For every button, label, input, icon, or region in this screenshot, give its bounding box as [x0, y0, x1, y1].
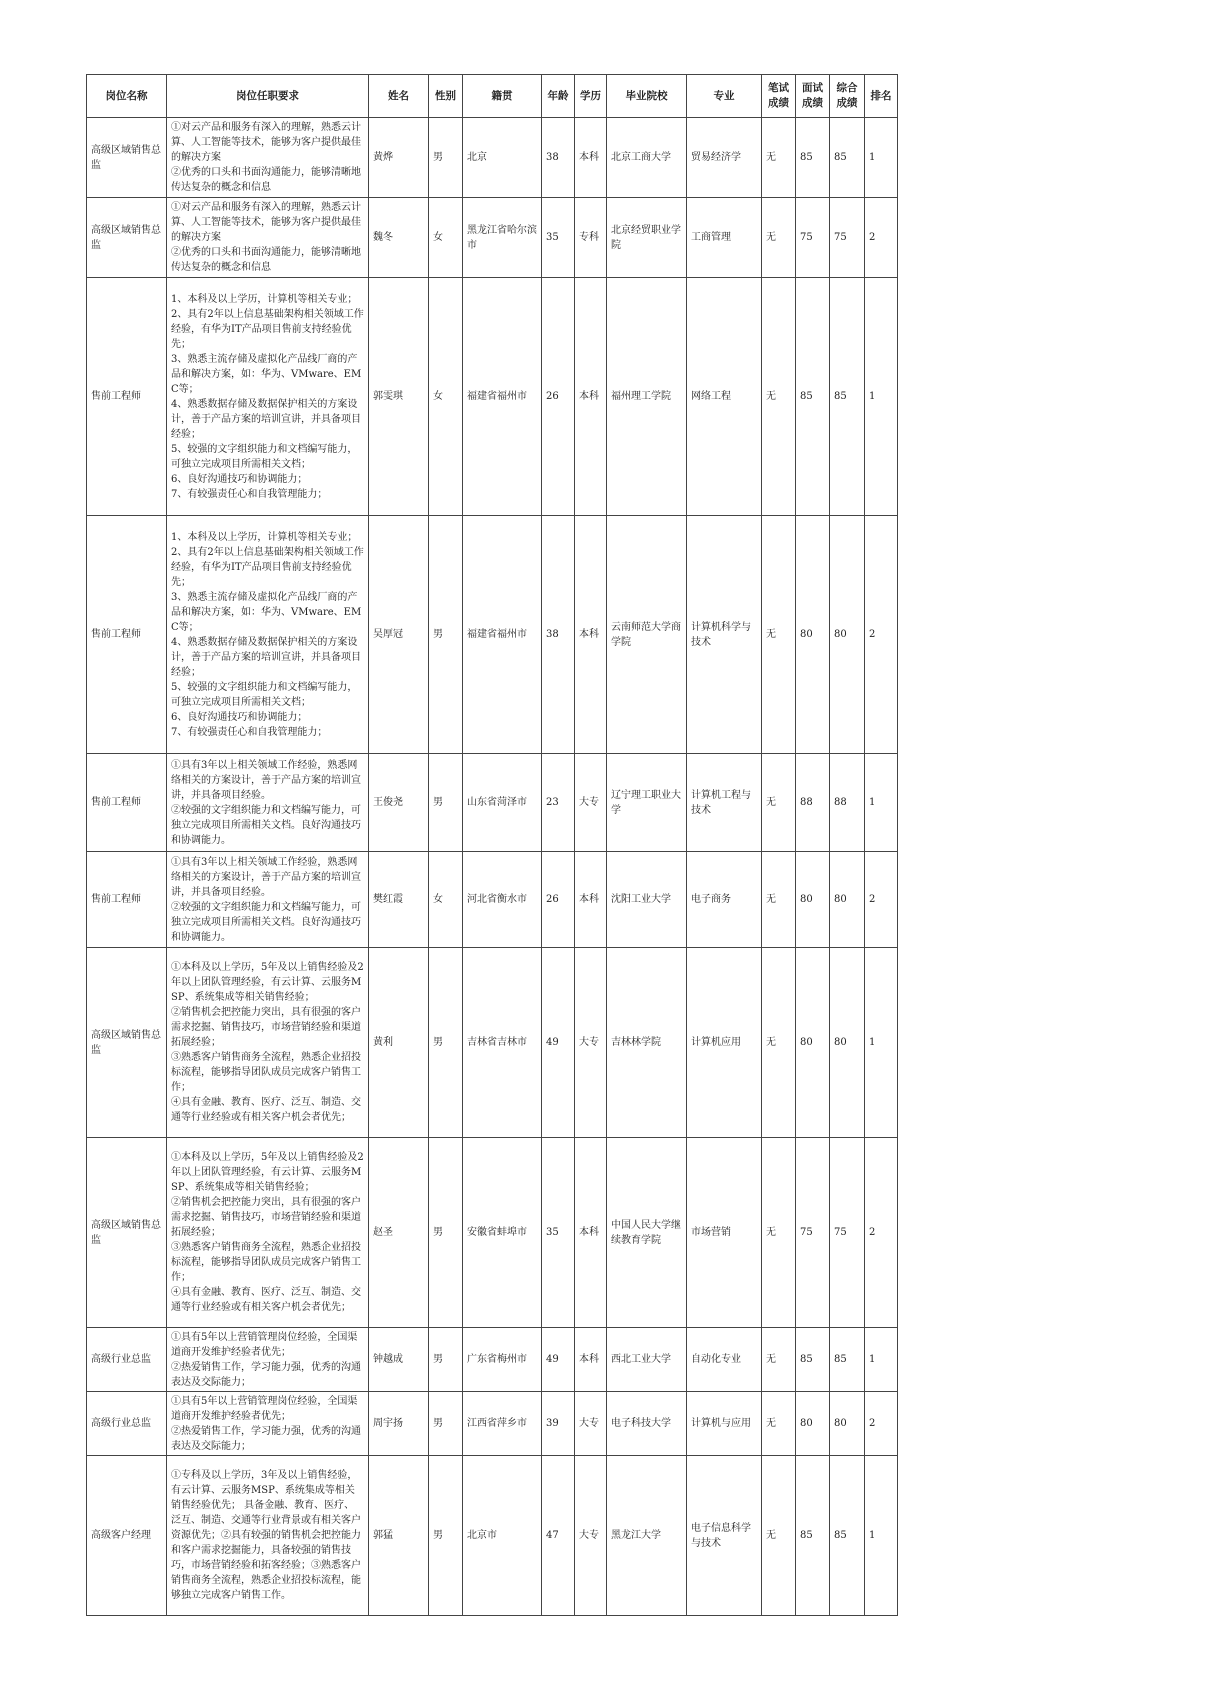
cell-gender: 男 — [429, 1328, 463, 1392]
cell-education: 专科 — [575, 198, 607, 278]
cell-requirements: ①具有5年以上营销管理岗位经验，全国渠道商开发维护经验者优先； ②热爱销售工作，学习能力强，优秀的沟通表达及交际能力； — [167, 1392, 369, 1456]
cell-gender: 女 — [429, 278, 463, 516]
cell-age: 26 — [542, 278, 575, 516]
cell-rank: 2 — [865, 1138, 898, 1328]
cell-interview: 85 — [796, 1328, 830, 1392]
cell-requirements: 1、本科及以上学历，计算机等相关专业； 2、具有2年以上信息基础架构相关领域工作经验，有华为IT产品项目售前支持经验优先； 3、熟悉主流存储及虚拟化产品线厂商的产品和解决方案，如：华为、VMware、EMC等； 4、熟悉数据存储及数据保护相关的方案设计，善于产品方案的培训宣讲，并具备项目经验； 5、较强的文字组织能力和文档编写能力，可独立完成项目所需相关文档； 6、良好沟通技巧和协调能力； 7、有较强责任心和自我管理能力； — [167, 278, 369, 516]
cell-major: 网络工程 — [687, 278, 762, 516]
cell-education: 本科 — [575, 118, 607, 198]
cell-total: 85 — [830, 1456, 865, 1616]
cell-written: 无 — [762, 1392, 796, 1456]
cell-name: 樊红霞 — [369, 852, 429, 948]
cell-origin: 北京市 — [463, 1456, 542, 1616]
table-row — [87, 1328, 898, 1392]
cell-interview: 88 — [796, 754, 830, 852]
cell-interview: 80 — [796, 852, 830, 948]
cell-gender: 男 — [429, 1138, 463, 1328]
cell-total: 80 — [830, 1392, 865, 1456]
header-requirements: 岗位任职要求 — [167, 75, 369, 118]
cell-major: 电子商务 — [687, 852, 762, 948]
cell-position: 高级客户经理 — [87, 1456, 167, 1616]
cell-rank: 1 — [865, 1328, 898, 1392]
cell-education: 大专 — [575, 948, 607, 1138]
cell-requirements: ①具有5年以上营销管理岗位经验，全国渠道商开发维护经验者优先； ②热爱销售工作，学习能力强，优秀的沟通表达及交际能力； — [167, 1328, 369, 1392]
cell-position: 高级行业总监 — [87, 1328, 167, 1392]
cell-written: 无 — [762, 1456, 796, 1616]
cell-position: 高级区域销售总监 — [87, 1138, 167, 1328]
cell-school: 沈阳工业大学 — [607, 852, 687, 948]
cell-rank: 2 — [865, 198, 898, 278]
cell-age: 35 — [542, 198, 575, 278]
cell-school: 云南师范大学商学院 — [607, 516, 687, 754]
cell-name: 郭雯琪 — [369, 278, 429, 516]
cell-requirements: ①对云产品和服务有深入的理解，熟悉云计算、人工智能等技术，能够为客户提供最佳的解决方案 ②优秀的口头和书面沟通能力，能够清晰地传达复杂的概念和信息 — [167, 198, 369, 278]
cell-origin: 河北省衡水市 — [463, 852, 542, 948]
cell-origin: 黑龙江省哈尔滨市 — [463, 198, 542, 278]
cell-written: 无 — [762, 852, 796, 948]
cell-gender: 女 — [429, 852, 463, 948]
cell-school: 中国人民大学继续教育学院 — [607, 1138, 687, 1328]
cell-total: 75 — [830, 1138, 865, 1328]
cell-education: 大专 — [575, 1456, 607, 1616]
header-written-score: 笔试成绩 — [762, 75, 796, 118]
cell-age: 49 — [542, 948, 575, 1138]
cell-requirements: ①具有3年以上相关领域工作经验，熟悉网络相关的方案设计，善于产品方案的培训宣讲，并具备项目经验。 ②较强的文字组织能力和文档编写能力，可独立完成项目所需相关文档。良好沟通技巧和协调能力。 — [167, 852, 369, 948]
cell-age: 35 — [542, 1138, 575, 1328]
cell-major: 计算机工程与技术 — [687, 754, 762, 852]
cell-major: 市场营销 — [687, 1138, 762, 1328]
cell-gender: 男 — [429, 516, 463, 754]
candidate-score-table — [86, 74, 898, 1616]
cell-gender: 男 — [429, 948, 463, 1138]
cell-school: 福州理工学院 — [607, 278, 687, 516]
cell-origin: 北京 — [463, 118, 542, 198]
cell-age: 38 — [542, 516, 575, 754]
cell-age: 38 — [542, 118, 575, 198]
cell-total: 80 — [830, 516, 865, 754]
cell-origin: 山东省菏泽市 — [463, 754, 542, 852]
header-education: 学历 — [575, 75, 607, 118]
cell-rank: 2 — [865, 516, 898, 754]
cell-name: 周宇扬 — [369, 1392, 429, 1456]
header-position: 岗位名称 — [87, 75, 167, 118]
cell-age: 47 — [542, 1456, 575, 1616]
cell-rank: 1 — [865, 118, 898, 198]
cell-position: 高级区域销售总监 — [87, 198, 167, 278]
cell-rank: 1 — [865, 948, 898, 1138]
header-origin: 籍贯 — [463, 75, 542, 118]
header-age: 年龄 — [542, 75, 575, 118]
table-row — [87, 1138, 898, 1328]
cell-written: 无 — [762, 516, 796, 754]
table-row — [87, 198, 898, 278]
cell-name: 黄烨 — [369, 118, 429, 198]
cell-position: 售前工程师 — [87, 852, 167, 948]
cell-major: 计算机科学与技术 — [687, 516, 762, 754]
header-total-score: 综合成绩 — [830, 75, 865, 118]
cell-requirements: ①对云产品和服务有深入的理解，熟悉云计算、人工智能等技术，能够为客户提供最佳的解决方案 ②优秀的口头和书面沟通能力，能够清晰地传达复杂的概念和信息 — [167, 118, 369, 198]
cell-requirements: ①专科及以上学历，3年及以上销售经验，有云计算、云服务MSP、系统集成等相关销售经验优先； 具备金融、教育、医疗、泛互、制造、交通等行业背景或有相关客户资源优先；②具有较强的销售机会把控能力和客户需求挖掘能力，具备较强的销售技巧，市场营销经验和拓客经验；③熟悉客户销售商务全流程，熟悉企业招投标流程，能够独立完成客户销售工作。 — [167, 1456, 369, 1616]
cell-written: 无 — [762, 118, 796, 198]
cell-position: 高级区域销售总监 — [87, 948, 167, 1138]
cell-total: 80 — [830, 852, 865, 948]
header-row — [87, 75, 898, 118]
cell-name: 黄利 — [369, 948, 429, 1138]
cell-interview: 85 — [796, 1456, 830, 1616]
cell-total: 80 — [830, 948, 865, 1138]
cell-position: 售前工程师 — [87, 516, 167, 754]
cell-major: 电子信息科学与技术 — [687, 1456, 762, 1616]
cell-position: 高级区域销售总监 — [87, 118, 167, 198]
cell-written: 无 — [762, 278, 796, 516]
header-gender: 性别 — [429, 75, 463, 118]
cell-requirements: ①具有3年以上相关领域工作经验，熟悉网络相关的方案设计，善于产品方案的培训宣讲，并具备项目经验。 ②较强的文字组织能力和文档编写能力，可独立完成项目所需相关文档。良好沟通技巧和协调能力。 — [167, 754, 369, 852]
cell-position: 高级行业总监 — [87, 1392, 167, 1456]
cell-written: 无 — [762, 1138, 796, 1328]
cell-name: 郭猛 — [369, 1456, 429, 1616]
cell-origin: 福建省福州市 — [463, 516, 542, 754]
table-row — [87, 516, 898, 754]
cell-written: 无 — [762, 1328, 796, 1392]
cell-written: 无 — [762, 754, 796, 852]
cell-origin: 吉林省吉林市 — [463, 948, 542, 1138]
cell-gender: 男 — [429, 1456, 463, 1616]
cell-position: 售前工程师 — [87, 278, 167, 516]
cell-requirements: 1、本科及以上学历，计算机等相关专业； 2、具有2年以上信息基础架构相关领域工作经验，有华为IT产品项目售前支持经验优先； 3、熟悉主流存储及虚拟化产品线厂商的产品和解决方案，如：华为、VMware、EMC等； 4、熟悉数据存储及数据保护相关的方案设计，善于产品方案的培训宣讲，并具备项目经验； 5、较强的文字组织能力和文档编写能力，可独立完成项目所需相关文档； 6、良好沟通技巧和协调能力； 7、有较强责任心和自我管理能力； — [167, 516, 369, 754]
cell-age: 39 — [542, 1392, 575, 1456]
cell-written: 无 — [762, 948, 796, 1138]
cell-interview: 80 — [796, 1392, 830, 1456]
cell-origin: 广东省梅州市 — [463, 1328, 542, 1392]
table-row — [87, 754, 898, 852]
cell-rank: 2 — [865, 1392, 898, 1456]
cell-total: 75 — [830, 198, 865, 278]
cell-gender: 男 — [429, 754, 463, 852]
cell-origin: 福建省福州市 — [463, 278, 542, 516]
header-name: 姓名 — [369, 75, 429, 118]
cell-name: 吴厚冠 — [369, 516, 429, 754]
cell-interview: 85 — [796, 118, 830, 198]
cell-origin: 安徽省蚌埠市 — [463, 1138, 542, 1328]
cell-interview: 75 — [796, 1138, 830, 1328]
cell-interview: 80 — [796, 948, 830, 1138]
cell-education: 大专 — [575, 1392, 607, 1456]
cell-education: 本科 — [575, 1138, 607, 1328]
cell-name: 王俊尧 — [369, 754, 429, 852]
cell-age: 49 — [542, 1328, 575, 1392]
cell-written: 无 — [762, 198, 796, 278]
cell-total: 85 — [830, 1328, 865, 1392]
cell-interview: 75 — [796, 198, 830, 278]
cell-education: 本科 — [575, 852, 607, 948]
table-row — [87, 1456, 898, 1616]
cell-major: 贸易经济学 — [687, 118, 762, 198]
cell-school: 北京工商大学 — [607, 118, 687, 198]
cell-major: 工商管理 — [687, 198, 762, 278]
cell-interview: 80 — [796, 516, 830, 754]
cell-school: 电子科技大学 — [607, 1392, 687, 1456]
cell-total: 88 — [830, 754, 865, 852]
cell-school: 吉林林学院 — [607, 948, 687, 1138]
cell-age: 23 — [542, 754, 575, 852]
table-row — [87, 948, 898, 1138]
cell-requirements: ①本科及以上学历，5年及以上销售经验及2年以上团队管理经验，有云计算、云服务MSP、系统集成等相关销售经验； ②销售机会把控能力突出，具有很强的客户需求挖掘、销售技巧，市场营销经验和渠道拓展经验； ③熟悉客户销售商务全流程，熟悉企业招投标流程，能够指导团队成员完成客户销售工作； ④具有金融、教育、医疗、泛互、制造、交通等行业经验或有相关客户机会者优先； — [167, 948, 369, 1138]
cell-name: 赵圣 — [369, 1138, 429, 1328]
cell-interview: 85 — [796, 278, 830, 516]
cell-position: 售前工程师 — [87, 754, 167, 852]
cell-rank: 1 — [865, 754, 898, 852]
cell-gender: 女 — [429, 198, 463, 278]
cell-rank: 1 — [865, 278, 898, 516]
header-rank: 排名 — [865, 75, 898, 118]
cell-rank: 2 — [865, 852, 898, 948]
table-row — [87, 1392, 898, 1456]
cell-major: 自动化专业 — [687, 1328, 762, 1392]
cell-total: 85 — [830, 278, 865, 516]
table-row — [87, 278, 898, 516]
cell-age: 26 — [542, 852, 575, 948]
cell-major: 计算机应用 — [687, 948, 762, 1138]
cell-name: 钟越成 — [369, 1328, 429, 1392]
cell-gender: 男 — [429, 118, 463, 198]
cell-total: 85 — [830, 118, 865, 198]
cell-school: 西北工业大学 — [607, 1328, 687, 1392]
cell-education: 本科 — [575, 278, 607, 516]
table-row — [87, 852, 898, 948]
cell-gender: 男 — [429, 1392, 463, 1456]
cell-origin: 江西省萍乡市 — [463, 1392, 542, 1456]
header-interview-score: 面试成绩 — [796, 75, 830, 118]
cell-education: 大专 — [575, 754, 607, 852]
header-major: 专业 — [687, 75, 762, 118]
cell-name: 魏冬 — [369, 198, 429, 278]
cell-school: 黑龙江大学 — [607, 1456, 687, 1616]
cell-major: 计算机与应用 — [687, 1392, 762, 1456]
cell-education: 本科 — [575, 516, 607, 754]
cell-school: 辽宁理工职业大学 — [607, 754, 687, 852]
cell-education: 本科 — [575, 1328, 607, 1392]
table-row — [87, 118, 898, 198]
cell-rank: 1 — [865, 1456, 898, 1616]
cell-school: 北京经贸职业学院 — [607, 198, 687, 278]
header-school: 毕业院校 — [607, 75, 687, 118]
cell-requirements: ①本科及以上学历，5年及以上销售经验及2年以上团队管理经验，有云计算、云服务MSP、系统集成等相关销售经验； ②销售机会把控能力突出，具有很强的客户需求挖掘、销售技巧，市场营销经验和渠道拓展经验； ③熟悉客户销售商务全流程，熟悉企业招投标流程，能够指导团队成员完成客户销售工作； ④具有金融、教育、医疗、泛互、制造、交通等行业经验或有相关客户机会者优先； — [167, 1138, 369, 1328]
